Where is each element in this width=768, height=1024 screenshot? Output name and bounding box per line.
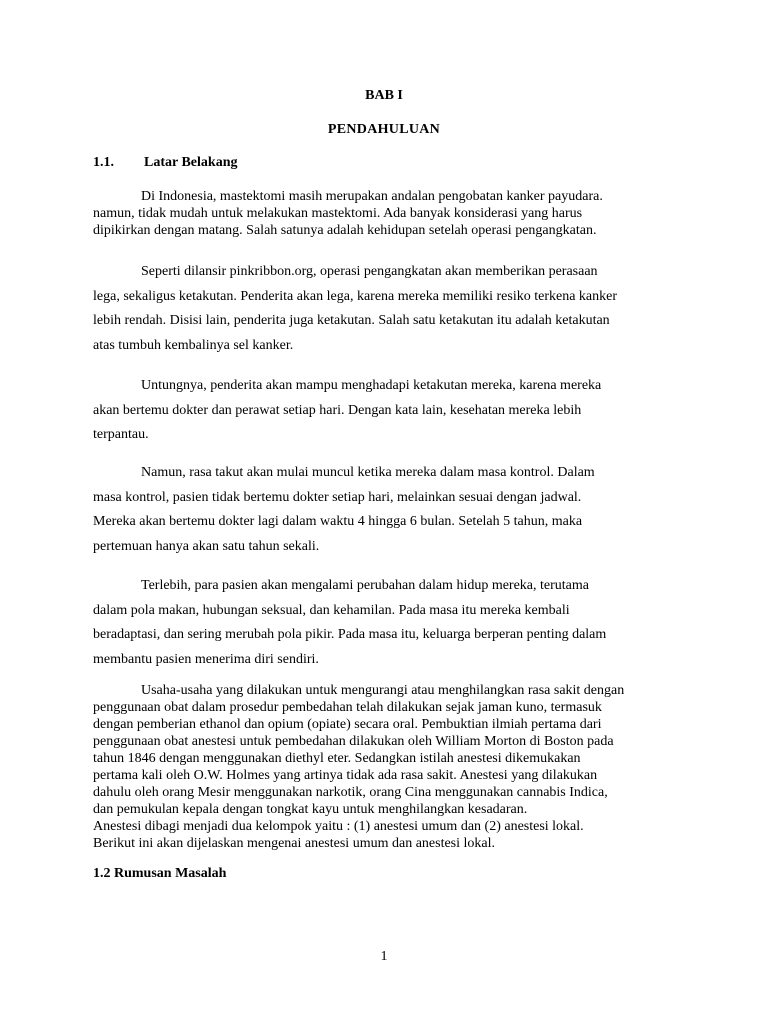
- paragraph-line: atas tumbuh kembalinya sel kanker.: [93, 337, 294, 353]
- paragraph-line: tahun 1846 dengan menggunakan diethyl eter. Sedangkan istilah anestesi dikemukakan: [93, 751, 581, 766]
- paragraph-line: Mereka akan bertemu dokter lagi dalam waktu 4 hingga 6 bulan. Setelah 5 tahun, maka: [93, 514, 583, 529]
- paragraph-line: dipikirkan dengan matang. Salah satunya adalah kehidupan setelah operasi pengangkatan.: [93, 223, 597, 238]
- chapter-number: BAB I: [365, 88, 403, 103]
- paragraph-5: [93, 574, 683, 672]
- paragraph-line: dalam pola makan, hubungan seksual, dan kehamilan. Pada masa itu mereka kembali: [93, 602, 570, 618]
- paragraph-line: membantu pasien menerima diri sendiri.: [93, 651, 319, 667]
- section-number: 1.1.: [93, 155, 114, 170]
- chapter-title: PENDAHULUAN: [327, 122, 441, 137]
- paragraph-line: lebih rendah. Disisi lain, penderita juga ketakutan. Salah satu ketakutan itu adalah ketakutan: [93, 313, 610, 328]
- paragraph-2: [93, 260, 683, 358]
- paragraph-line: penggunaan obat anestesi untuk pembedahan dilakukan oleh William Morton di Boston pada: [93, 734, 614, 749]
- paragraph-line: lega, sekaligus ketakutan. Penderita akan lega, karena mereka memiliki resiko terkena kanker: [93, 288, 618, 304]
- paragraph-line: Seperti dilansir pinkribbon.org, operasi pengangkatan akan memberikan perasaan: [141, 264, 598, 279]
- paragraph-line: dan pemukulan kepala dengan tongkat kayu untuk menghilangkan kesadaran.: [93, 802, 528, 817]
- paragraph-line: pertemuan hanya akan satu tahun sekali.: [93, 538, 320, 554]
- paragraph-line: akan bertemu dokter dan perawat setiap hari. Dengan kata lain, kesehatan mereka lebih: [93, 402, 582, 418]
- paragraph-line: Namun, rasa takut akan mulai muncul ketika mereka dalam masa kontrol. Dalam: [141, 465, 595, 480]
- paragraph-4: [93, 461, 683, 559]
- paragraph-line: Anestesi dibagi menjadi dua kelompok yaitu : (1) anestesi umum dan (2) anestesi lokal.: [93, 819, 584, 834]
- paragraph-line: Usaha-usaha yang dilakukan untuk mengurangi atau menghilangkan rasa sakit dengan: [141, 683, 625, 698]
- paragraph-line: Di Indonesia, mastektomi masih merupakan andalan pengobatan kanker payudara.: [141, 189, 603, 204]
- paragraph-line: namun, tidak mudah untuk melakukan mastektomi. Ada banyak konsiderasi yang harus: [93, 206, 583, 221]
- paragraph-line: Untungnya, penderita akan mampu menghadapi ketakutan mereka, karena mereka: [141, 378, 602, 393]
- section-heading-latar-belakang: [93, 155, 237, 171]
- paragraph-line: Berikut ini akan dijelaskan mengenai anestesi umum dan anestesi lokal.: [93, 836, 496, 851]
- section-title: Latar Belakang: [144, 155, 238, 170]
- paragraph-line: penggunaan obat dalam prosedur pembedahan telah dilakukan sejak jaman kuno, termasuk: [93, 700, 602, 715]
- paragraph-line: dahulu oleh orang Mesir menggunakan narkotik, orang Cina menggunakan cannabis Indica,: [93, 785, 608, 800]
- paragraph-line: pertama kali oleh O.W. Holmes yang artinya tidak ada rasa sakit. Anestesi yang dilakukan: [93, 768, 598, 783]
- paragraph-line: masa kontrol, pasien tidak bertemu dokter setiap hari, melainkan sesuai dengan jadwal.: [93, 489, 582, 505]
- paragraph-1: [93, 188, 683, 239]
- page-number: 1: [380, 949, 388, 964]
- paragraph-6: [93, 682, 683, 852]
- section-heading-rumusan-masalah: 1.2 Rumusan Masalah: [93, 866, 227, 881]
- paragraph-line: Terlebih, para pasien akan mengalami perubahan dalam hidup mereka, terutama: [141, 578, 589, 593]
- paragraph-line: dengan pemberian ethanol dan opium (opiate) secara oral. Pembuktian ilmiah pertama dari: [93, 717, 602, 732]
- paragraph-line: terpantau.: [93, 427, 149, 442]
- paragraph-3: [93, 374, 683, 448]
- paragraph-line: beradaptasi, dan sering merubah pola pikir. Pada masa itu, keluarga berperan penting dalam: [93, 627, 607, 642]
